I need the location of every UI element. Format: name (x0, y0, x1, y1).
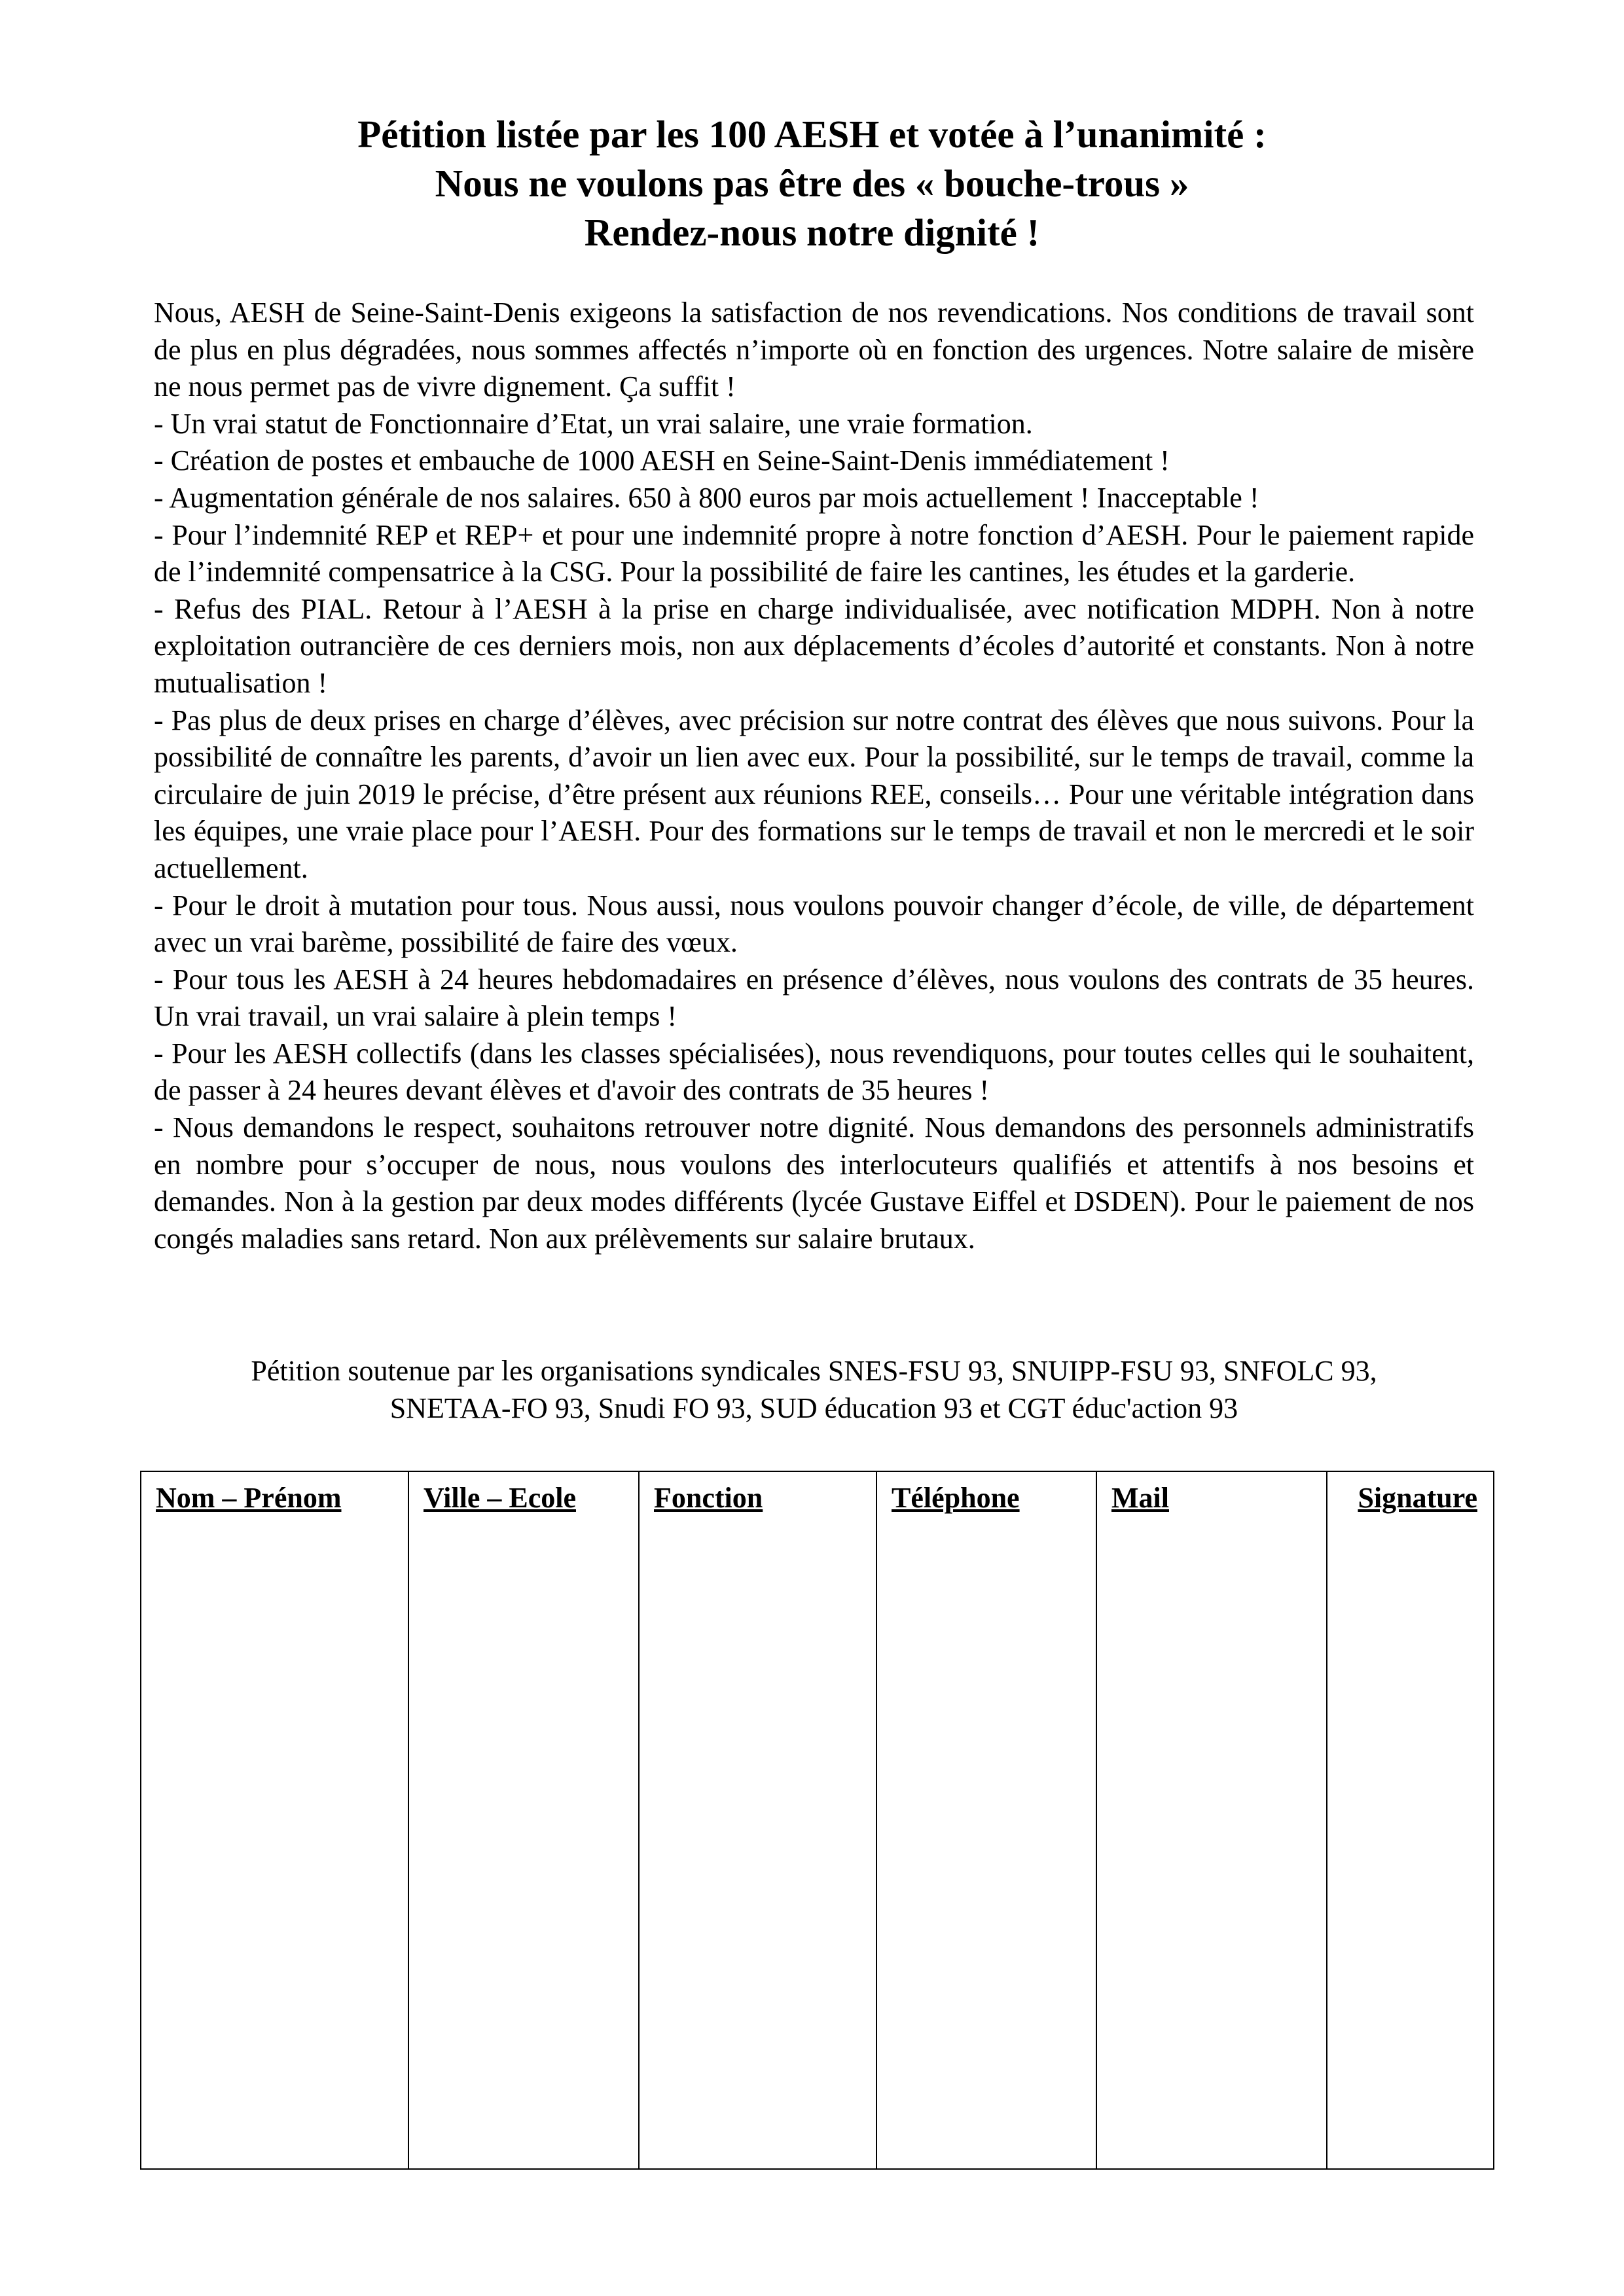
function-cell[interactable] (639, 1527, 876, 2169)
signature-table-header (141, 1471, 1494, 1527)
column-header-name: Nom – Prénom (141, 1471, 408, 1527)
column-header-city-school: Ville – Ecole (408, 1471, 639, 1527)
column-header-function: Fonction (639, 1471, 876, 1527)
column-header-phone: Téléphone (876, 1471, 1096, 1527)
support-line-2: SNETAA-FO 93, Snudi FO 93, SUD éducation 93 et CGT éduc'action 93 (389, 1391, 1238, 1424)
demand-item: - Pas plus de deux prises en charge d’élèves, avec précision sur notre contrat des élèves que nous suivons. Pour la possibilité de connaître les parents, d’avoir un lien avec eux. Pour la possibilité, sur le temps de travail, comme la circulaire de juin 2019 le précise, d’être présent aux réunions REE, conseils… Pour une véritable intégration dans les équipes, une vraie place pour l’AESH. Pour des formations sur le temps de travail et non le mercredi et le soir actuellement. (154, 704, 1474, 884)
mail-cell[interactable] (1096, 1527, 1327, 2169)
table-row (141, 1527, 1494, 2169)
name-cell[interactable] (141, 1527, 408, 2169)
demand-item: - Pour l’indemnité REP et REP+ et pour une indemnité propre à notre fonction d’AESH. Pour le paiement rapide de l’indemnité compensatrice à la CSG. Pour la possibilité de faire les cantines, les études et la garderie. (154, 518, 1474, 588)
petition-title (154, 110, 1470, 257)
title-line-2: Nous ne voulons pas être des « bouche-trous » (435, 162, 1189, 205)
signature-cell[interactable] (1327, 1527, 1494, 2169)
demand-item: - Un vrai statut de Fonctionnaire d’Etat, un vrai salaire, une vraie formation. (154, 407, 1033, 440)
signature-table (140, 1471, 1494, 2170)
title-line-3: Rendez-nous notre dignité ! (584, 211, 1040, 254)
column-header-mail: Mail (1096, 1471, 1327, 1527)
demand-item: - Création de postes et embauche de 1000 AESH en Seine-Saint-Denis immédiatement ! (154, 444, 1170, 477)
demand-item: - Pour les AESH collectifs (dans les classes spécialisées), nous revendiquons, pour toutes celles qui le souhaitent, de passer à 24 heures devant élèves et d'avoir des contrats de 35 heures ! (154, 1037, 1474, 1107)
title-line-1: Pétition listée par les 100 AESH et votée à l’unanimité : (357, 113, 1267, 156)
support-statement (154, 1353, 1474, 1427)
phone-cell[interactable] (876, 1527, 1096, 2169)
support-line-1: Pétition soutenue par les organisations syndicales SNES-FSU 93, SNUIPP-FSU 93, SNFOLC 93, (251, 1355, 1377, 1387)
demand-item: - Pour le droit à mutation pour tous. Nous aussi, nous voulons pouvoir changer d’école, de ville, de département avec un vrai barème, possibilité de faire des vœux. (154, 889, 1474, 959)
city-school-cell[interactable] (408, 1527, 639, 2169)
column-header-signature: Signature (1327, 1471, 1494, 1527)
demand-item: - Pour tous les AESH à 24 heures hebdomadaires en présence d’élèves, nous voulons des contrats de 35 heures. Un vrai travail, un vrai salaire à plein temps ! (154, 963, 1474, 1033)
demand-item: - Refus des PIAL. Retour à l’AESH à la prise en charge individualisée, avec notification MDPH. Non à notre exploitation outrancière de ces derniers mois, non aux déplacements d’écoles d’autorité et constants. Non à notre mutualisation ! (154, 592, 1474, 699)
demand-item: - Augmentation générale de nos salaires. 650 à 800 euros par mois actuellement ! Inacceptable ! (154, 481, 1259, 514)
petition-body (154, 295, 1474, 1257)
demand-item: - Nous demandons le respect, souhaitons retrouver notre dignité. Nous demandons des personnels administratifs en nombre pour s’occuper de nous, nous voulons des interlocuteurs qualifiés et attentifs à nos besoins et demandes. Non à la gestion par deux modes différents (lycée Gustave Eiffel et DSDEN). Pour le paiement de nos congés maladies sans retard. Non aux prélèvements sur salaire brutaux. (154, 1111, 1474, 1255)
intro-paragraph: Nous, AESH de Seine-Saint-Denis exigeons la satisfaction de nos revendications. Nos conditions de travail sont de plus en plus dégradées, nous sommes affectés n’importe où en fonction des urgences. Notre salaire de misère ne nous permet pas de vivre dignement. Ça suffit ! (154, 296, 1474, 403)
